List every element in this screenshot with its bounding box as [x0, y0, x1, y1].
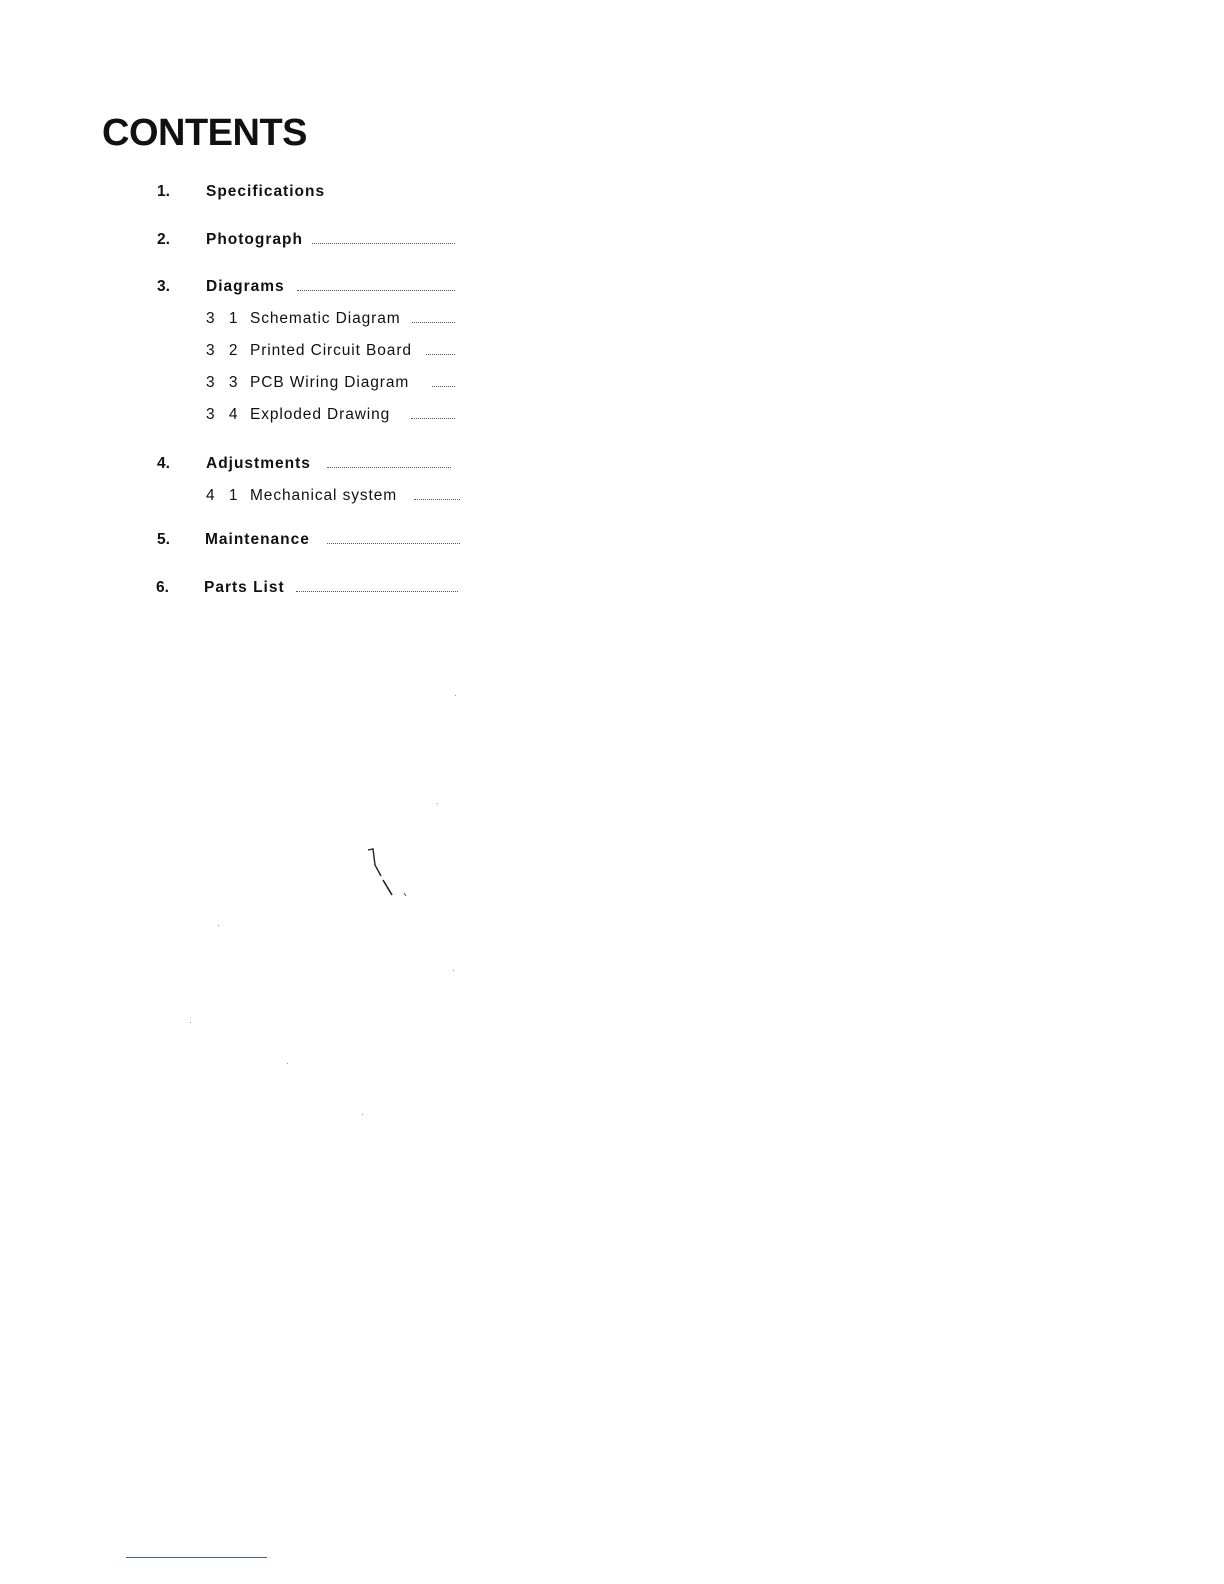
toc-item-number: 2. [157, 231, 170, 248]
toc-item-label: Maintenance [205, 531, 310, 548]
toc-item-number: 5. [157, 531, 170, 548]
toc-item-label: Parts List [204, 579, 285, 596]
toc-subitem-label: PCB Wiring Diagram [250, 374, 410, 391]
scan-speck [455, 695, 456, 696]
toc-subitem-label: Mechanical system [250, 487, 398, 504]
dot-leader [327, 467, 451, 468]
toc-item-parts-list[interactable] [156, 576, 476, 600]
toc-item-label: Photograph [206, 231, 303, 248]
toc-subitem-number: 3 2 [206, 342, 243, 359]
scan-speck [218, 925, 219, 926]
toc-subitem-exploded-drawing[interactable] [206, 403, 466, 427]
toc-item-number: 4. [157, 455, 170, 472]
toc-subitem-printed-circuit-board[interactable] [206, 339, 466, 363]
toc-subitem-label: Exploded Drawing [250, 406, 391, 423]
toc-subitem-label: Schematic Diagram [250, 310, 401, 327]
scan-speck [437, 803, 438, 804]
scan-speck [453, 970, 454, 971]
scan-mark [360, 845, 420, 905]
toc-subitem-schematic-diagram[interactable] [206, 307, 466, 331]
scan-speck [287, 1063, 288, 1064]
toc-subitem-number: 3 4 [206, 406, 243, 423]
toc-subitem-number: 3 3 [206, 374, 243, 391]
scan-speck [190, 1022, 191, 1023]
toc-subitem-mechanical-system[interactable] [206, 484, 466, 508]
dot-leader [296, 591, 458, 592]
toc-item-label: Specifications [206, 183, 326, 200]
toc-item-diagrams[interactable] [157, 275, 477, 299]
toc-subitem-number: 3 1 [206, 310, 243, 327]
scan-speck [362, 1114, 363, 1115]
toc-item-adjustments[interactable] [157, 452, 477, 476]
toc-item-number: 6. [156, 579, 169, 596]
dot-leader [432, 386, 455, 387]
dot-leader [297, 290, 455, 291]
toc-item-photograph[interactable] [157, 228, 477, 252]
toc-item-label: Diagrams [206, 278, 285, 295]
toc-item-number: 1. [157, 183, 170, 200]
footer-rule [126, 1557, 267, 1558]
toc-item-number: 3. [157, 278, 170, 295]
dot-leader [412, 322, 455, 323]
toc-subitem-pcb-wiring-diagram[interactable] [206, 371, 466, 395]
toc-subitem-label: Printed Circuit Board [250, 342, 412, 359]
toc-item-maintenance[interactable] [157, 528, 477, 552]
toc-item-specifications[interactable] [157, 180, 477, 204]
dot-leader [411, 418, 455, 419]
dot-leader [327, 543, 460, 544]
toc-subitem-number: 4 1 [206, 487, 243, 504]
page-title: CONTENTS [102, 112, 307, 154]
toc-item-label: Adjustments [206, 455, 311, 472]
dot-leader [312, 243, 455, 244]
dot-leader [426, 354, 455, 355]
dot-leader [414, 499, 460, 500]
